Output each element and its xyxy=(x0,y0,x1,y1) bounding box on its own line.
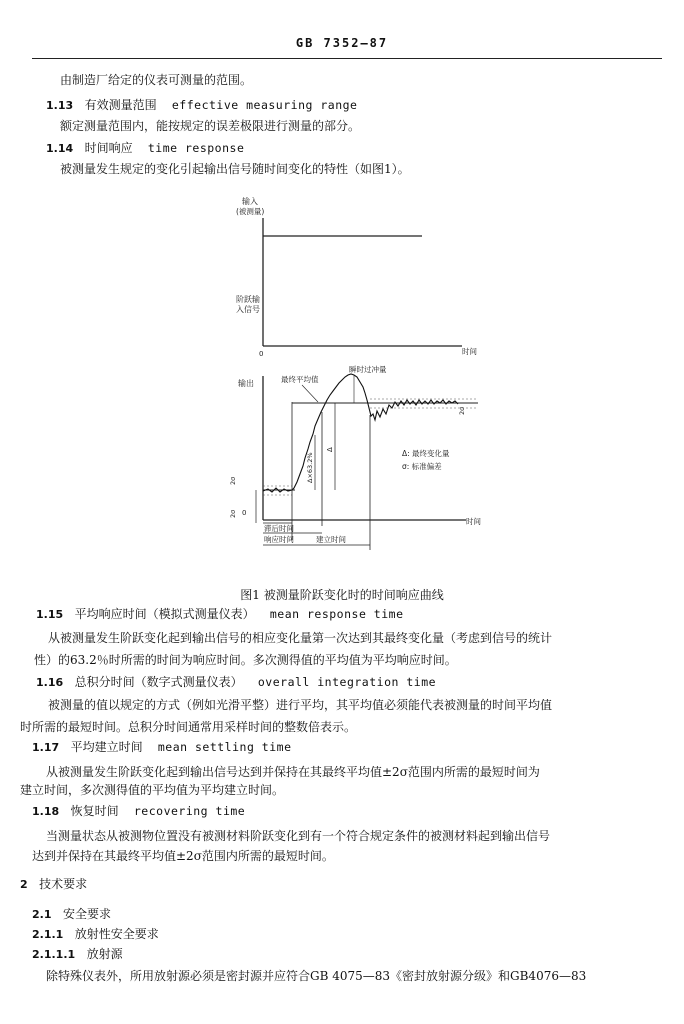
response-label: 响应时间 xyxy=(264,535,294,544)
section-2-1 xyxy=(32,906,111,923)
two-sigma-left: 2σ xyxy=(229,476,237,485)
section-number: 1.14 xyxy=(46,142,74,155)
step-label: 阶跃输 xyxy=(236,295,260,304)
section-number: 2.1.1 xyxy=(32,928,64,941)
section-2-1-1-1 xyxy=(32,946,123,963)
section-number: 1.16 xyxy=(36,676,64,689)
section-2 xyxy=(20,876,87,893)
section-number: 1.17 xyxy=(32,741,60,754)
section-title: 恢复时间 xyxy=(70,804,119,818)
section-title: 放射源 xyxy=(86,947,123,961)
step-label-2: 入信号 xyxy=(236,305,260,314)
section-title: 平均响应时间（模拟式测量仪表） xyxy=(74,607,255,621)
text-line: 由制造厂给定的仪表可测量的范围。 xyxy=(60,73,253,87)
lag-label: 滞后时间 xyxy=(264,524,294,533)
text-line: 除特殊仪表外，所用放射源必须是密封源并应符合GB 4075—83《密封放射源分级》和GB4076—83 xyxy=(46,969,587,983)
section-number: 2.1 xyxy=(32,908,52,921)
settling-label: 建立时间 xyxy=(316,535,346,544)
input-label-sub: (被测量) xyxy=(236,207,265,216)
section-1-17 xyxy=(32,739,292,756)
text-line: 当测量状态从被测物位置没有被测材料阶跃变化到有一个符合规定条件的被测材料起到输出信号 xyxy=(46,829,551,843)
section-title: 有效测量范围 xyxy=(84,98,157,112)
pct-label: Δ×63.2% xyxy=(306,452,314,483)
final-average-pointer xyxy=(302,385,318,402)
output-origin-label: 0 xyxy=(242,509,247,517)
section-number: 2 xyxy=(20,878,28,891)
input-label: 输入 xyxy=(242,197,258,206)
text-line: 被测量的值以规定的方式（例如光滑平整）进行平均，其平均值必须能代表被测量的时间平均值 xyxy=(48,698,553,712)
overshoot-label: 瞬时过冲量 xyxy=(349,365,387,374)
response-curve-diagram xyxy=(220,190,510,550)
final-average-label: 最终平均值 xyxy=(281,375,319,384)
two-sigma-left-bottom: 2σ xyxy=(229,509,237,518)
text-line: 建立时间，多次测得值的平均值为平均建立时间。 xyxy=(20,783,285,797)
origin-label: 0 xyxy=(259,350,264,358)
text-line: 额定测量范围内，能按规定的误差极限进行测量的部分。 xyxy=(60,119,361,133)
legend-sigma: σ: 标准偏差 xyxy=(402,462,442,471)
delta-symbol: Δ xyxy=(326,447,334,452)
section-title: 放射性安全要求 xyxy=(74,927,159,941)
section-english: mean response time xyxy=(269,607,404,621)
section-title: 安全要求 xyxy=(62,907,111,921)
figure-1 xyxy=(220,190,510,550)
section-english: recovering time xyxy=(133,804,246,818)
text-line: 从被测量发生阶跃变化起到输出信号的相应变化量第一次达到其最终变化量（考虑到信号的统计 xyxy=(48,631,553,645)
text-line: 被测量发生规定的变化引起输出信号随时间变化的特性（如图1）。 xyxy=(60,162,410,176)
text-line: 性）的63.2％时所需的时间为响应时间。多次测得值的平均值为平均响应时间。 xyxy=(34,653,457,667)
page-header: GB 7352—87 xyxy=(295,36,389,50)
section-title: 技术要求 xyxy=(39,877,88,891)
section-english: mean settling time xyxy=(157,740,292,754)
section-1-18 xyxy=(32,803,245,820)
time-axis-label-bottom: 时间 xyxy=(466,517,481,526)
section-2-1-1 xyxy=(32,926,159,943)
section-number: 2.1.1.1 xyxy=(32,948,76,961)
time-axis-label: 时间 xyxy=(462,347,477,356)
section-1-16 xyxy=(36,674,436,691)
section-1-13 xyxy=(46,97,357,114)
section-title: 平均建立时间 xyxy=(70,740,143,754)
section-title: 总积分时间（数字式测量仪表） xyxy=(74,675,243,689)
section-number: 1.18 xyxy=(32,805,60,818)
two-sigma-right: 2σ xyxy=(458,406,466,415)
output-label: 输出 xyxy=(238,379,254,388)
section-number: 1.15 xyxy=(36,608,64,621)
section-english: time response xyxy=(147,141,245,155)
section-english: overall integration time xyxy=(257,675,437,689)
section-english: effective measuring range xyxy=(171,98,358,112)
section-1-14 xyxy=(46,140,244,157)
section-number: 1.13 xyxy=(46,99,74,112)
header-rule xyxy=(32,58,662,59)
text-line: 时所需的最短时间。总积分时间通常用采样时间的整数倍表示。 xyxy=(20,720,357,734)
text-line: 从被测量发生阶跃变化起到输出信号达到并保持在其最终平均值±2σ范围内所需的最短时间为 xyxy=(46,765,540,779)
figure-caption: 图1 被测量阶跃变化时的时间响应曲线 xyxy=(240,588,444,602)
section-title: 时间响应 xyxy=(84,141,133,155)
text-line: 达到并保持在其最终平均值±2σ范围内所需的最短时间。 xyxy=(32,849,334,863)
legend-delta: Δ: 最终变化量 xyxy=(402,449,450,458)
section-1-15 xyxy=(36,606,404,623)
